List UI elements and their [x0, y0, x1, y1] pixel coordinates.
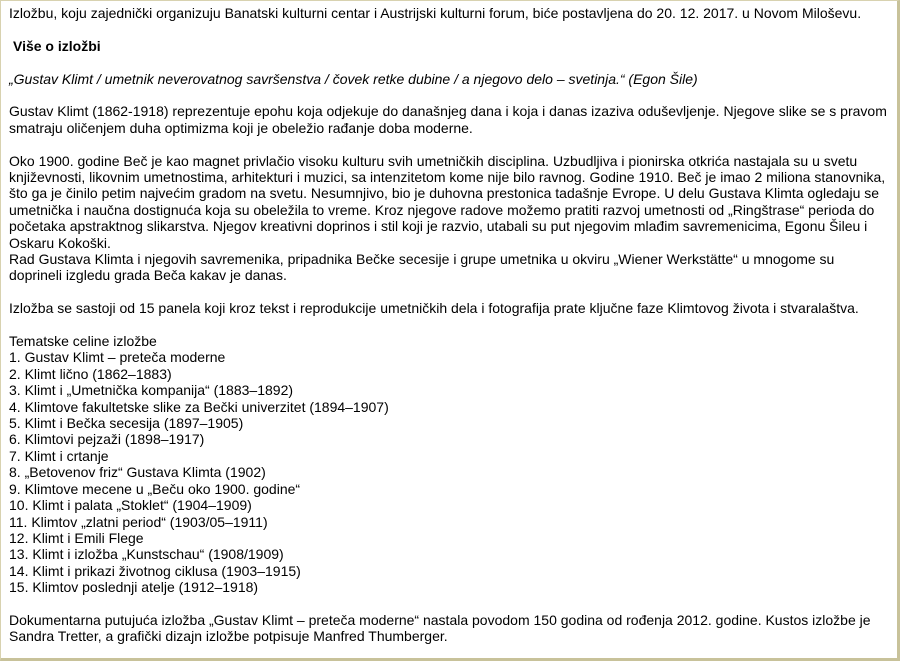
list-item: 11. Klimtov „zlatni period“ (1903/05–1911)	[9, 513, 268, 530]
list-item: 10. Klimt i palata „Stoklet“ (1904–1909)	[9, 497, 252, 514]
list-item: 8. „Betovenov friz“ Gustava Klimta (1902)	[9, 464, 266, 481]
body-paragraph-3: Rad Gustava Klimta i njegovih savremenika, pripadnika Bečke secesije i grupe umetnika u okviru „Wiener Werkstätte“ u mnogome su doprineli izgledu grada Beča kakav je danas.	[9, 251, 835, 284]
section-heading: Više o izložbi	[13, 37, 101, 54]
list-item: 15. Klimtov poslednji atelje (1912–1918)	[9, 579, 259, 596]
body-paragraph-1: Gustav Klimt (1862-1918) reprezentuje epohu koja odjekuje do današnjeg dana i koja i danas izaziva oduševljenje. Njegove slike se s pravom smatraju oličenjem duha optimizma koji je obeležio rađanje doba moderne.	[9, 103, 887, 136]
list-item: 1. Gustav Klimt – preteča moderne	[9, 349, 226, 366]
list-item: 14. Klimt i prikazi životnog ciklusa (1903–1915)	[9, 562, 301, 579]
list-item: 2. Klimt lično (1862–1883)	[9, 365, 172, 382]
list-item: 7. Klimt i crtanje	[9, 447, 109, 464]
quote-paragraph: „Gustav Klimt / umetnik neverovatnog savršenstva / čovek retke dubine / a njegovo delo – svetinja.“ (Egon Šile)	[9, 70, 698, 87]
list-item: 5. Klimt i Bečka secesija (1897–1905)	[9, 415, 244, 432]
closing-paragraph: Dokumentarna putujuća izložba „Gustav Klimt – preteča moderne“ nastala povodom 150 godina od rođenja 2012. godine. Kustos izložbe je Sandra Tretter, a grafički dizajn izložbe potpisuje Manfred Thumberger.	[9, 611, 871, 645]
body-paragraph-4: Izložba se sastoji od 15 panela koji kroz tekst i reprodukcije umetničkih dela i fotografija prate ključne faze Klimtovog života i stvaralaštva.	[9, 300, 859, 317]
list-item: 3. Klimt i „Umetnička kompanija“ (1883–1892)	[9, 382, 294, 399]
list-item: 6. Klimtovi pejzaži (1898–1917)	[9, 431, 205, 448]
list-item: 9. Klimtove mecene u „Beču oko 1900. godine“	[9, 480, 301, 497]
topics-list	[9, 349, 889, 595]
topics-title: Tematske celine izložbe	[9, 333, 157, 350]
intro-paragraph: Izložbu, koju zajednički organizuju Banatski kulturni centar i Austrijski kulturni forum, biće postavljena do 20. 12. 2017. u Novom Miloševu.	[9, 5, 862, 21]
list-item: 12. Klimt i Emili Flege	[9, 529, 144, 546]
list-item: 4. Klimtove fakultetske slike za Bečki univerzitet (1894–1907)	[9, 398, 389, 415]
body-paragraph-2: Oko 1900. godine Beč je kao magnet privlačio visoku kulturu svih umetničkih disciplina. Uzbudljiva i pionirska otkrića nastajala su u svetu književnosti, likovnim umetnostima, arhitekturi i muzici, sa intenzitetom kome nije bilo ravnog. Godine 1910. Beč je imao 2 miliona stanovnika, što ga je činilo petim najvećim gradom na svetu. Nesumnjivo, bio je duhovna prestonica tadašnje Evrope. U delu Gustava Klimta ogledaju se umetnička i naučna dostignuća koja su obeležila to vreme. Kroz njegove radove možemo pratiti razvoj umetnosti od „Ringštrase“ perioda do početaka apstraktnog slikarstva. Njegov kreativni doprinos i stil koji je razvio, utabali su put njegovim mlađim savremenicima, Egonu Šileu i Oskaru Kokoški.	[9, 152, 886, 251]
list-item: 13. Klimt i izložba „Kunstschau“ (1908/1909)	[9, 546, 284, 563]
